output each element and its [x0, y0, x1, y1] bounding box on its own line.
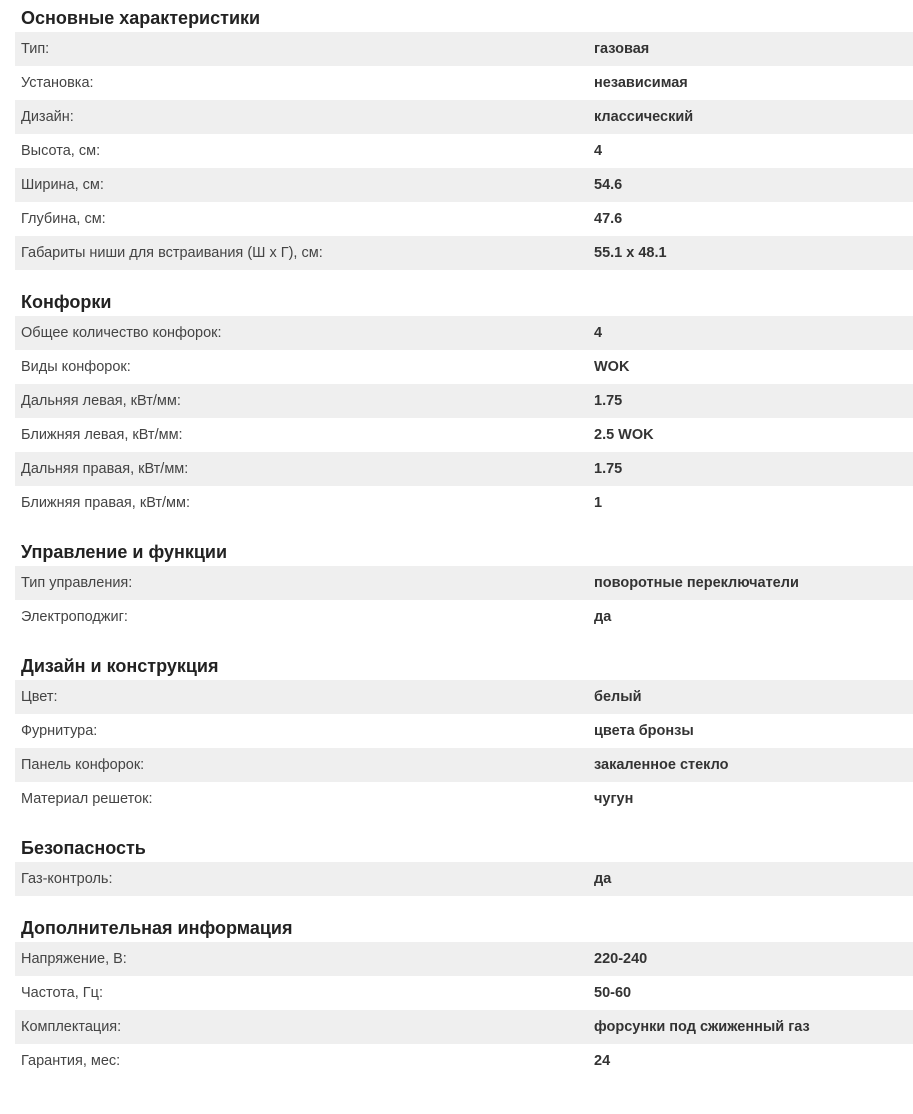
spec-section: [0, 270, 913, 520]
spec-label: Глубина, см:: [21, 211, 106, 227]
spec-row: [15, 350, 913, 384]
spec-value: закаленное стекло: [594, 757, 729, 773]
section-title: Дизайн и конструкция: [21, 656, 219, 676]
spec-label: Фурнитура:: [21, 723, 98, 739]
spec-row: [15, 316, 913, 350]
spec-section: [0, 816, 913, 896]
spec-table: [15, 566, 913, 634]
spec-row: [15, 862, 913, 896]
spec-value: белый: [594, 689, 642, 705]
spec-row: [15, 1044, 913, 1078]
spec-label: Виды конфорок:: [21, 359, 131, 375]
spec-row: [15, 418, 913, 452]
spec-row: [15, 1010, 913, 1044]
spec-section: [0, 520, 913, 634]
spec-value: да: [594, 871, 612, 887]
spec-value: классический: [594, 109, 694, 125]
spec-label: Общее количество конфорок:: [21, 325, 222, 341]
spec-label: Дизайн:: [21, 109, 74, 125]
spec-row: [15, 782, 913, 816]
spec-row: [15, 566, 913, 600]
spec-row: [15, 66, 913, 100]
spec-label: Цвет:: [21, 689, 58, 705]
spec-value: форсунки под сжиженный газ: [594, 1019, 810, 1035]
spec-label: Ширина, см:: [21, 177, 104, 193]
spec-label: Комплектация:: [21, 1019, 122, 1035]
spec-label: Дальняя правая, кВт/мм:: [21, 461, 189, 477]
spec-row: [15, 942, 913, 976]
spec-label: Тип управления:: [21, 575, 133, 591]
spec-label: Установка:: [21, 75, 94, 91]
spec-value: газовая: [594, 41, 650, 57]
spec-row: [15, 748, 913, 782]
spec-table: [15, 680, 913, 816]
spec-row: [15, 168, 913, 202]
section-title: Конфорки: [21, 292, 112, 312]
section-title: Безопасность: [21, 838, 146, 858]
spec-value: 220-240: [594, 951, 648, 967]
spec-section: [0, 0, 913, 270]
spec-table: [15, 862, 913, 896]
spec-value: поворотные переключатели: [594, 575, 799, 591]
spec-section: [0, 634, 913, 816]
spec-value: 54.6: [594, 177, 623, 193]
spec-value: цвета бронзы: [594, 723, 694, 739]
spec-value: 2.5 WOK: [594, 427, 654, 443]
spec-value: 1.75: [594, 461, 623, 477]
spec-row: [15, 384, 913, 418]
spec-row: [15, 600, 913, 634]
spec-row: [15, 134, 913, 168]
spec-value: WOK: [594, 359, 630, 375]
spec-label: Панель конфорок:: [21, 757, 145, 773]
spec-row: [15, 680, 913, 714]
spec-row: [15, 486, 913, 520]
spec-label: Габариты ниши для встраивания (Ш х Г), см:: [21, 245, 323, 261]
spec-value: 50-60: [594, 985, 632, 1001]
spec-label: Материал решеток:: [21, 791, 153, 807]
spec-label: Высота, см:: [21, 143, 101, 159]
spec-row: [15, 452, 913, 486]
spec-label: Напряжение, В:: [21, 951, 127, 967]
spec-label: Ближняя левая, кВт/мм:: [21, 427, 183, 443]
spec-label: Тип:: [21, 41, 50, 57]
spec-row: [15, 976, 913, 1010]
spec-value: 47.6: [594, 211, 623, 227]
spec-row: [15, 714, 913, 748]
spec-label: Газ-контроль:: [21, 871, 113, 887]
spec-table: [15, 942, 913, 1078]
spec-label: Гарантия, мес:: [21, 1053, 121, 1069]
spec-value: 55.1 x 48.1: [594, 245, 667, 261]
spec-row: [15, 32, 913, 66]
section-title: Управление и функции: [21, 542, 228, 562]
spec-row: [15, 236, 913, 270]
spec-value: 1: [594, 495, 603, 511]
spec-label: Дальняя левая, кВт/мм:: [21, 393, 181, 409]
spec-label: Электроподжиг:: [21, 609, 128, 625]
spec-value: 4: [594, 325, 603, 341]
spec-value: независимая: [594, 75, 688, 91]
spec-table: [15, 32, 913, 270]
spec-label: Частота, Гц:: [21, 985, 103, 1001]
spec-value: 4: [594, 143, 603, 159]
spec-section: [0, 896, 913, 1078]
spec-table: [15, 316, 913, 520]
spec-value: чугун: [594, 791, 634, 807]
section-title: Основные характеристики: [21, 8, 261, 28]
spec-row: [15, 100, 913, 134]
spec-value: 1.75: [594, 393, 623, 409]
section-title: Дополнительная информация: [21, 918, 293, 938]
spec-value: да: [594, 609, 612, 625]
spec-row: [15, 202, 913, 236]
spec-label: Ближняя правая, кВт/мм:: [21, 495, 191, 511]
spec-value: 24: [594, 1053, 611, 1069]
